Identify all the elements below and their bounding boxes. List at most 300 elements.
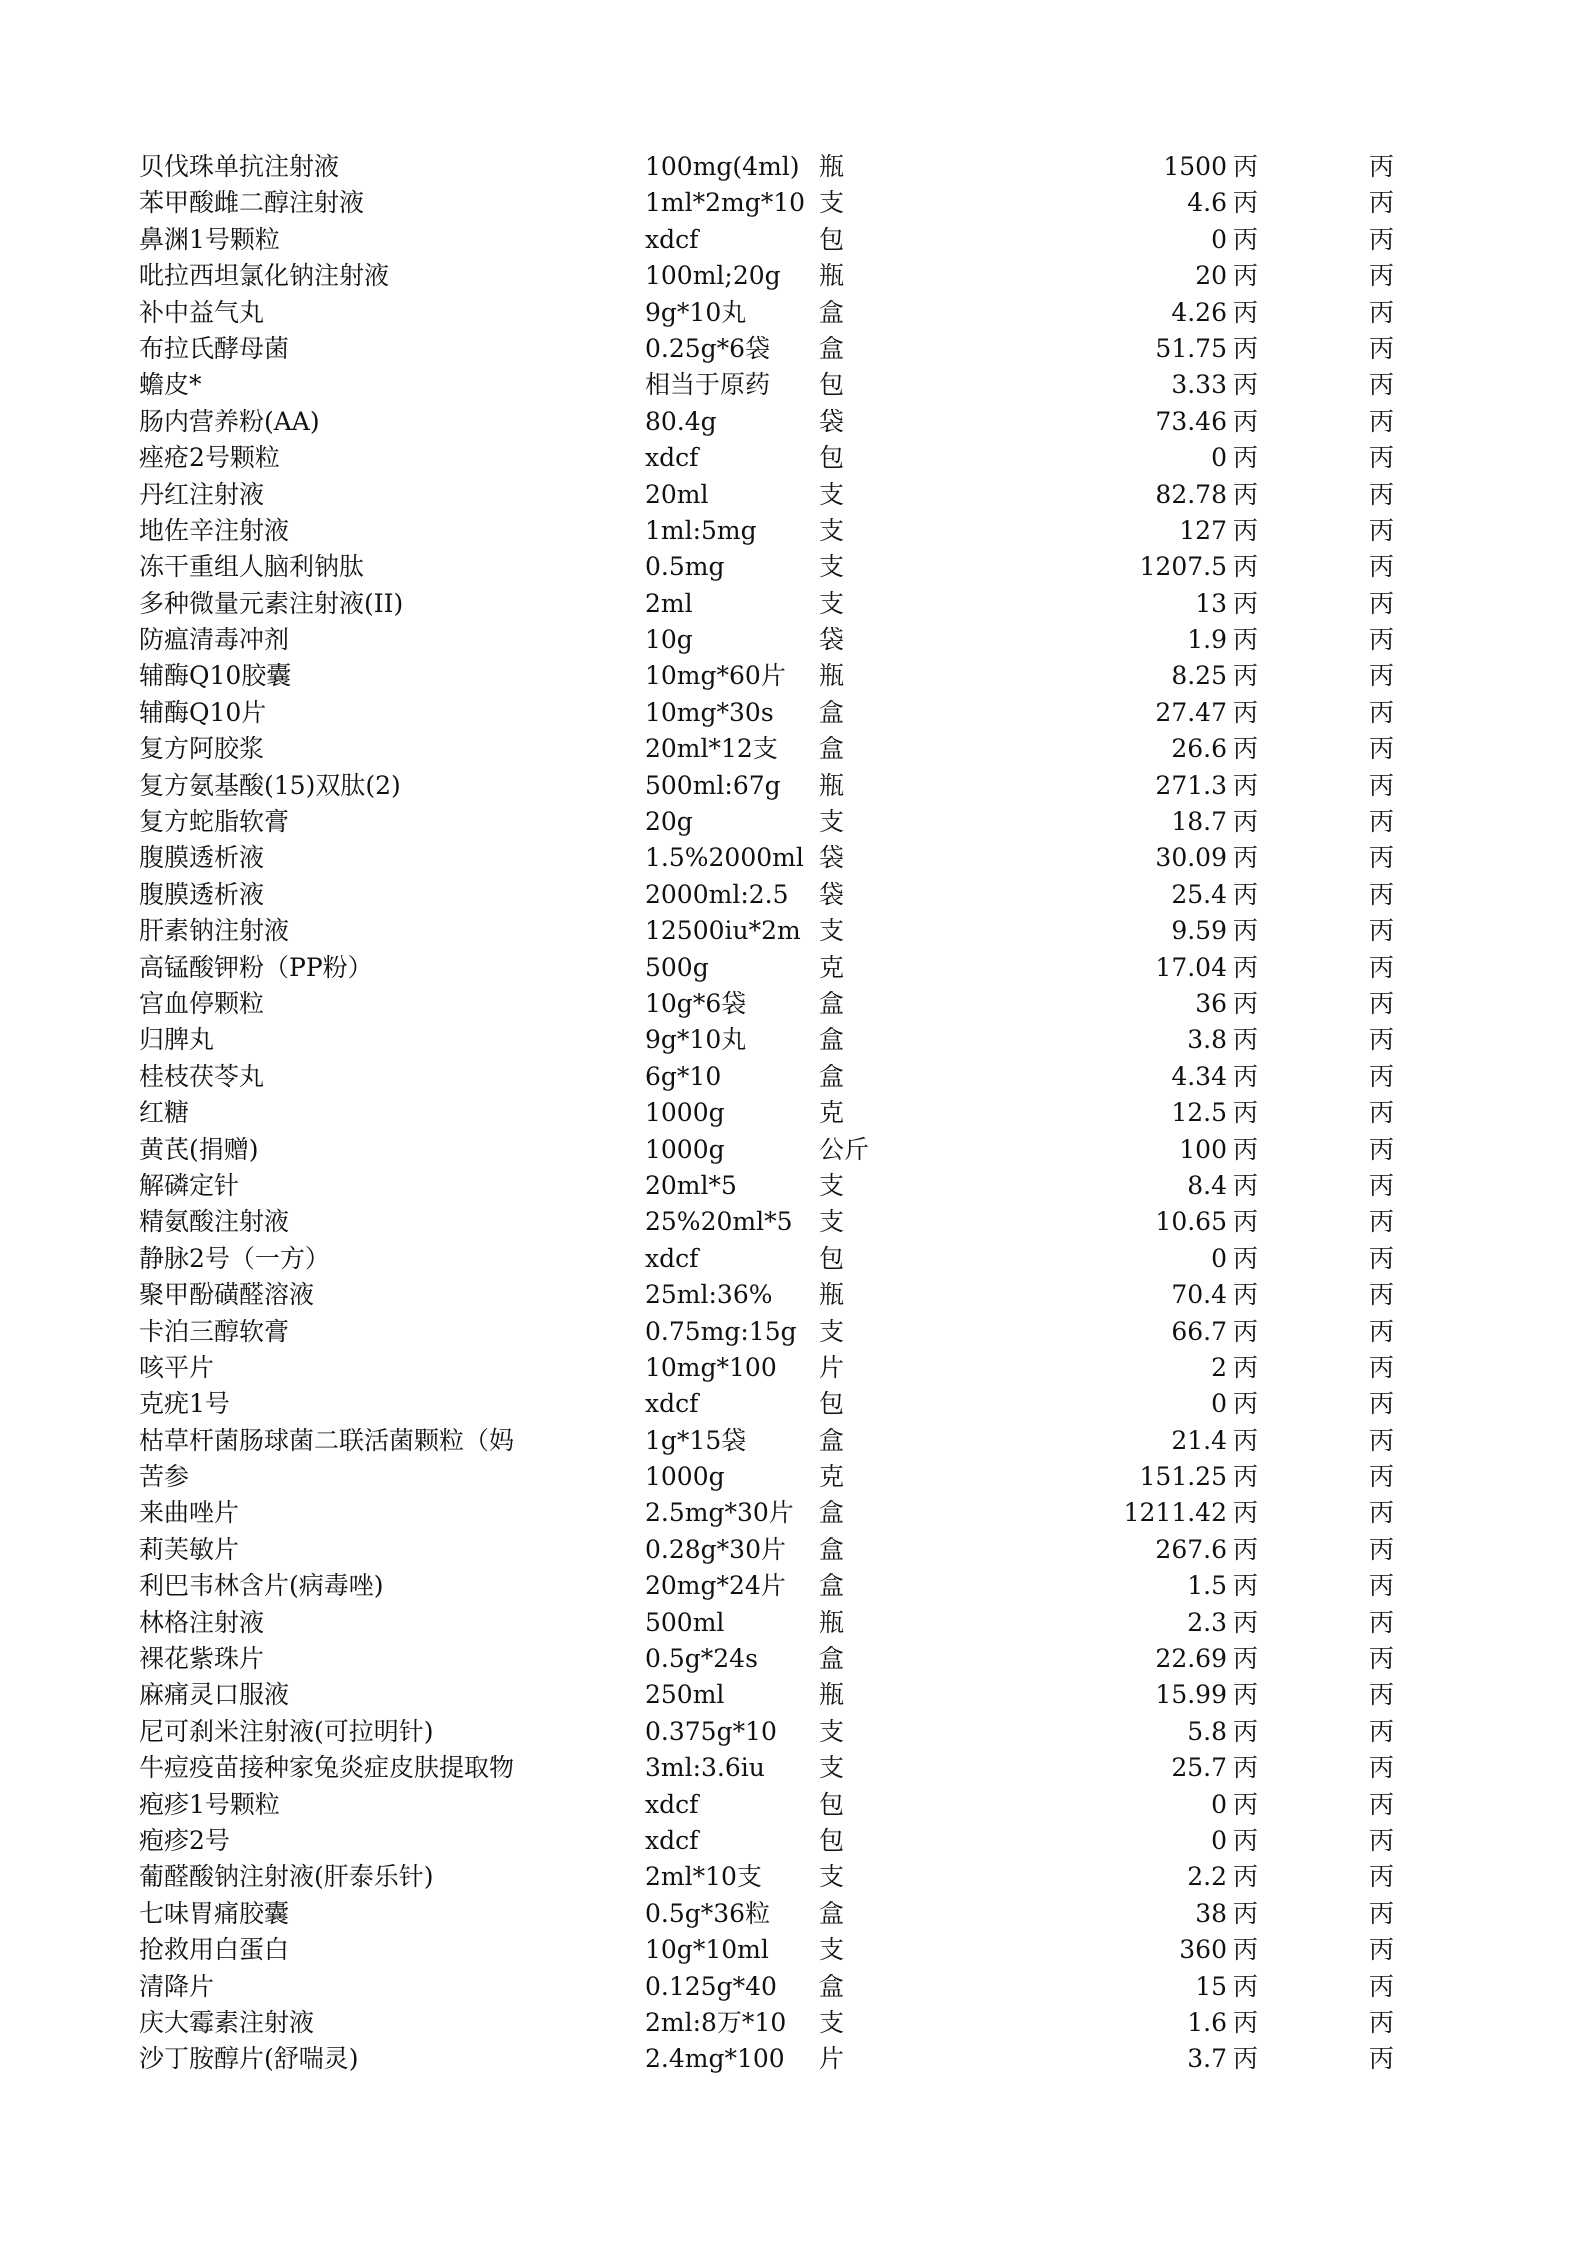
specification-cell: 25%20ml*5 <box>645 1207 793 1237</box>
drug-name-cell: 疱疹2号 <box>139 1825 230 1855</box>
category-cell: 丙 <box>1369 443 1395 473</box>
category-cell: 丙 <box>1369 1607 1395 1637</box>
table-row <box>139 1459 1395 1495</box>
price-cell: 1211.42 <box>1123 1498 1227 1528</box>
unit-cell: 片 <box>819 1352 845 1382</box>
grade-cell: 丙 <box>1233 370 1259 400</box>
grade-cell: 丙 <box>1233 770 1259 800</box>
grade-cell: 丙 <box>1233 1207 1259 1237</box>
unit-cell: 盒 <box>819 1425 845 1455</box>
specification-cell: 0.28g*30片 <box>645 1534 786 1564</box>
grade-cell: 丙 <box>1233 588 1259 618</box>
category-cell: 丙 <box>1369 916 1395 946</box>
table-row <box>139 768 1395 804</box>
table-row <box>139 1787 1395 1823</box>
price-cell: 5.8 <box>1187 1716 1227 1746</box>
specification-cell: 500ml <box>645 1607 725 1637</box>
drug-name-cell: 冻干重组人脑利钠肽 <box>139 552 365 582</box>
price-cell: 82.78 <box>1155 479 1227 509</box>
grade-cell: 丙 <box>1233 1607 1259 1637</box>
specification-cell: 500g <box>645 952 709 982</box>
table-row <box>139 1059 1395 1095</box>
table-row <box>139 1168 1395 1204</box>
price-cell: 1500 <box>1163 152 1227 181</box>
unit-cell: 支 <box>819 1862 845 1892</box>
table-row <box>139 1277 1395 1313</box>
unit-cell: 支 <box>819 552 845 582</box>
table-row <box>139 1605 1395 1641</box>
specification-cell: xdcf <box>645 443 699 473</box>
price-cell: 0 <box>1211 1389 1227 1419</box>
specification-cell: 相当于原药 <box>645 370 771 400</box>
category-cell: 丙 <box>1369 1534 1395 1564</box>
drug-name-cell: 沙丁胺醇片(舒喘灵) <box>139 2044 359 2074</box>
category-cell: 丙 <box>1369 1098 1395 1128</box>
table-row <box>139 1386 1395 1422</box>
specification-cell: 10mg*30s <box>645 697 774 727</box>
price-cell: 1207.5 <box>1139 552 1227 582</box>
table-row <box>139 1969 1395 2005</box>
grade-cell: 丙 <box>1233 1644 1259 1674</box>
price-cell: 1.5 <box>1187 1571 1227 1601</box>
table-row <box>139 1314 1395 1350</box>
specification-cell: 1.5%2000ml <box>645 843 804 873</box>
specification-cell: 1g*15袋 <box>645 1425 747 1455</box>
category-cell: 丙 <box>1369 807 1395 837</box>
price-cell: 36 <box>1195 988 1227 1018</box>
table-row <box>139 1204 1395 1240</box>
grade-cell: 丙 <box>1233 988 1259 1018</box>
drug-name-cell: 复方氨基酸(15)双肽(2) <box>139 770 401 800</box>
specification-cell: xdcf <box>645 1243 699 1273</box>
specification-cell: 1000g <box>645 1462 725 1492</box>
unit-cell: 盒 <box>819 988 845 1018</box>
price-cell: 271.3 <box>1155 770 1227 800</box>
unit-cell: 包 <box>819 443 845 473</box>
unit-cell: 盒 <box>819 1898 845 1928</box>
price-cell: 13 <box>1195 588 1227 618</box>
grade-cell: 丙 <box>1233 2007 1259 2037</box>
unit-cell: 盒 <box>819 333 845 363</box>
grade-cell: 丙 <box>1233 188 1259 218</box>
unit-cell: 盒 <box>819 697 845 727</box>
grade-cell: 丙 <box>1233 879 1259 909</box>
category-cell: 丙 <box>1369 2044 1395 2074</box>
table-row <box>139 1750 1395 1786</box>
unit-cell: 包 <box>819 1243 845 1273</box>
price-cell: 1.6 <box>1187 2007 1227 2037</box>
price-cell: 51.75 <box>1155 333 1227 363</box>
price-cell: 12.5 <box>1171 1098 1227 1128</box>
drug-name-cell: 肠内营养粉(AA) <box>139 406 320 436</box>
grade-cell: 丙 <box>1233 1898 1259 1928</box>
unit-cell: 盒 <box>819 297 845 327</box>
category-cell: 丙 <box>1369 1462 1395 1492</box>
grade-cell: 丙 <box>1233 1825 1259 1855</box>
category-cell: 丙 <box>1369 1243 1395 1273</box>
specification-cell: 20g <box>645 807 693 837</box>
drug-name-cell: 防瘟清毒冲剂 <box>139 625 290 655</box>
specification-cell: xdcf <box>645 224 699 254</box>
unit-cell: 盒 <box>819 1061 845 1091</box>
unit-cell: 瓶 <box>819 661 845 691</box>
category-cell: 丙 <box>1369 1716 1395 1746</box>
table-row <box>139 695 1395 731</box>
category-cell: 丙 <box>1369 261 1395 291</box>
table-row <box>139 1568 1395 1604</box>
category-cell: 丙 <box>1369 988 1395 1018</box>
grade-cell: 丙 <box>1233 1498 1259 1528</box>
price-cell: 27.47 <box>1155 697 1227 727</box>
grade-cell: 丙 <box>1233 1243 1259 1273</box>
specification-cell: 20ml*12支 <box>645 734 778 764</box>
grade-cell: 丙 <box>1233 697 1259 727</box>
category-cell: 丙 <box>1369 1644 1395 1674</box>
price-cell: 10.65 <box>1155 1207 1227 1237</box>
table-row <box>139 1896 1395 1932</box>
specification-cell: 9g*10丸 <box>645 1025 747 1055</box>
price-cell: 360 <box>1179 1935 1227 1965</box>
grade-cell: 丙 <box>1233 1425 1259 1455</box>
drug-name-cell: 清降片 <box>139 1971 215 2001</box>
specification-cell: 25ml:36% <box>645 1280 773 1310</box>
unit-cell: 袋 <box>819 879 845 909</box>
price-cell: 17.04 <box>1155 952 1227 982</box>
unit-cell: 包 <box>819 1389 845 1419</box>
specification-cell: xdcf <box>645 1825 699 1855</box>
table-row <box>139 1641 1395 1677</box>
price-cell: 267.6 <box>1155 1534 1227 1564</box>
grade-cell: 丙 <box>1233 916 1259 946</box>
drug-name-cell: 解磷定针 <box>139 1170 240 1200</box>
table-row <box>139 513 1395 549</box>
price-cell: 38 <box>1195 1898 1227 1928</box>
table-row <box>139 950 1395 986</box>
price-cell: 151.25 <box>1139 1462 1227 1492</box>
grade-cell: 丙 <box>1233 406 1259 436</box>
category-cell: 丙 <box>1369 1061 1395 1091</box>
unit-cell: 盒 <box>819 1971 845 2001</box>
price-cell: 15 <box>1195 1971 1227 2001</box>
category-cell: 丙 <box>1369 297 1395 327</box>
grade-cell: 丙 <box>1233 479 1259 509</box>
unit-cell: 公斤 <box>819 1134 870 1164</box>
drug-name-cell: 腹膜透析液 <box>139 843 265 873</box>
unit-cell: 袋 <box>819 843 845 873</box>
unit-cell: 支 <box>819 1207 845 1237</box>
category-cell: 丙 <box>1369 625 1395 655</box>
table-row <box>139 1241 1395 1277</box>
table-row <box>139 1859 1395 1895</box>
price-cell: 0 <box>1211 224 1227 254</box>
price-cell: 25.4 <box>1171 879 1227 909</box>
drug-name-cell: 七味胃痛胶囊 <box>139 1898 290 1928</box>
specification-cell: 2.5mg*30片 <box>645 1498 794 1528</box>
grade-cell: 丙 <box>1233 1134 1259 1164</box>
drug-name-cell: 裸花紫珠片 <box>139 1644 265 1674</box>
drug-name-cell: 牛痘疫苗接种家兔炎症皮肤提取物 <box>139 1753 515 1783</box>
category-cell: 丙 <box>1369 661 1395 691</box>
grade-cell: 丙 <box>1233 297 1259 327</box>
grade-cell: 丙 <box>1233 734 1259 764</box>
category-cell: 丙 <box>1369 1280 1395 1310</box>
table-row <box>139 149 1395 185</box>
category-cell: 丙 <box>1369 333 1395 363</box>
drug-name-cell: 桂枝茯苓丸 <box>139 1061 265 1091</box>
unit-cell: 支 <box>819 1170 845 1200</box>
category-cell: 丙 <box>1369 188 1395 218</box>
unit-cell: 盒 <box>819 1498 845 1528</box>
drug-name-cell: 腹膜透析液 <box>139 879 265 909</box>
specification-cell: 0.5g*36粒 <box>645 1898 771 1928</box>
grade-cell: 丙 <box>1233 152 1259 181</box>
grade-cell: 丙 <box>1233 1352 1259 1382</box>
specification-cell: 2.4mg*100 <box>645 2044 785 2074</box>
category-cell: 丙 <box>1369 515 1395 545</box>
unit-cell: 支 <box>819 188 845 218</box>
unit-cell: 支 <box>819 1935 845 1965</box>
drug-name-cell: 复方阿胶浆 <box>139 734 265 764</box>
drug-name-cell: 丹红注射液 <box>139 479 265 509</box>
drug-name-cell: 复方蛇脂软膏 <box>139 807 290 837</box>
table-row <box>139 222 1395 258</box>
table-row <box>139 2041 1395 2077</box>
table-row <box>139 1095 1395 1131</box>
category-cell: 丙 <box>1369 406 1395 436</box>
grade-cell: 丙 <box>1233 843 1259 873</box>
drug-name-cell: 林格注射液 <box>139 1607 265 1637</box>
grade-cell: 丙 <box>1233 1389 1259 1419</box>
category-cell: 丙 <box>1369 952 1395 982</box>
unit-cell: 瓶 <box>819 152 845 181</box>
table-row <box>139 986 1395 1022</box>
table-row <box>139 1022 1395 1058</box>
specification-cell: 10g*10ml <box>645 1935 769 1965</box>
table-row <box>139 1132 1395 1168</box>
category-cell: 丙 <box>1369 734 1395 764</box>
table-row <box>139 549 1395 585</box>
price-cell: 8.25 <box>1171 661 1227 691</box>
grade-cell: 丙 <box>1233 443 1259 473</box>
drug-name-cell: 辅酶Q10胶囊 <box>139 661 292 691</box>
price-cell: 25.7 <box>1171 1753 1227 1783</box>
price-cell: 26.6 <box>1171 734 1227 764</box>
specification-cell: 0.125g*40 <box>645 1971 777 2001</box>
drug-name-cell: 鼻渊1号颗粒 <box>139 224 280 254</box>
drug-name-cell: 蟾皮* <box>139 370 202 400</box>
drug-price-table <box>139 149 1395 2078</box>
unit-cell: 瓶 <box>819 1607 845 1637</box>
drug-name-cell: 抢救用白蛋白 <box>139 1935 290 1965</box>
table-row <box>139 804 1395 840</box>
drug-name-cell: 聚甲酚磺醛溶液 <box>139 1280 315 1310</box>
price-cell: 30.09 <box>1155 843 1227 873</box>
category-cell: 丙 <box>1369 1207 1395 1237</box>
category-cell: 丙 <box>1369 152 1395 181</box>
specification-cell: 1000g <box>645 1134 725 1164</box>
price-cell: 100 <box>1179 1134 1227 1164</box>
specification-cell: 0.25g*6袋 <box>645 333 771 363</box>
category-cell: 丙 <box>1369 770 1395 800</box>
category-cell: 丙 <box>1369 697 1395 727</box>
grade-cell: 丙 <box>1233 261 1259 291</box>
unit-cell: 盒 <box>819 1644 845 1674</box>
category-cell: 丙 <box>1369 1352 1395 1382</box>
drug-name-cell: 葡醛酸钠注射液(肝泰乐针) <box>139 1862 434 1892</box>
price-cell: 22.69 <box>1155 1644 1227 1674</box>
specification-cell: xdcf <box>645 1789 699 1819</box>
price-cell: 8.4 <box>1187 1170 1227 1200</box>
drug-name-cell: 贝伐珠单抗注射液 <box>139 152 340 181</box>
specification-cell: 1ml:5mg <box>645 515 757 545</box>
unit-cell: 包 <box>819 224 845 254</box>
table-row <box>139 477 1395 513</box>
specification-cell: 2ml:8万*10 <box>645 2007 787 2037</box>
price-cell: 9.59 <box>1171 916 1227 946</box>
price-cell: 3.7 <box>1187 2044 1227 2074</box>
table-row <box>139 367 1395 403</box>
grade-cell: 丙 <box>1233 807 1259 837</box>
category-cell: 丙 <box>1369 1170 1395 1200</box>
unit-cell: 袋 <box>819 406 845 436</box>
table-row <box>139 2005 1395 2041</box>
drug-name-cell: 麻痛灵口服液 <box>139 1680 290 1710</box>
price-cell: 73.46 <box>1155 406 1227 436</box>
category-cell: 丙 <box>1369 1498 1395 1528</box>
category-cell: 丙 <box>1369 588 1395 618</box>
unit-cell: 盒 <box>819 1025 845 1055</box>
unit-cell: 支 <box>819 1316 845 1346</box>
specification-cell: 100mg(4ml) <box>645 152 800 181</box>
unit-cell: 支 <box>819 479 845 509</box>
drug-name-cell: 地佐辛注射液 <box>139 515 290 545</box>
price-cell: 15.99 <box>1155 1680 1227 1710</box>
grade-cell: 丙 <box>1233 1170 1259 1200</box>
price-cell: 4.6 <box>1187 188 1227 218</box>
unit-cell: 盒 <box>819 1571 845 1601</box>
unit-cell: 支 <box>819 588 845 618</box>
drug-name-cell: 苦参 <box>139 1462 190 1492</box>
category-cell: 丙 <box>1369 1134 1395 1164</box>
category-cell: 丙 <box>1369 1825 1395 1855</box>
unit-cell: 瓶 <box>819 770 845 800</box>
price-cell: 70.4 <box>1171 1280 1227 1310</box>
unit-cell: 支 <box>819 916 845 946</box>
table-row <box>139 840 1395 876</box>
unit-cell: 克 <box>819 952 845 982</box>
drug-name-cell: 肝素钠注射液 <box>139 916 290 946</box>
category-cell: 丙 <box>1369 552 1395 582</box>
specification-cell: 10g*6袋 <box>645 988 747 1018</box>
category-cell: 丙 <box>1369 1389 1395 1419</box>
grade-cell: 丙 <box>1233 1753 1259 1783</box>
table-row <box>139 1532 1395 1568</box>
unit-cell: 瓶 <box>819 1280 845 1310</box>
table-row <box>139 404 1395 440</box>
table-row <box>139 1823 1395 1859</box>
drug-name-cell: 利巴韦林含片(病毒唑) <box>139 1571 384 1601</box>
drug-name-cell: 多种微量元素注射液(II) <box>139 588 404 618</box>
grade-cell: 丙 <box>1233 1025 1259 1055</box>
unit-cell: 瓶 <box>819 1680 845 1710</box>
unit-cell: 克 <box>819 1462 845 1492</box>
category-cell: 丙 <box>1369 479 1395 509</box>
table-row <box>139 331 1395 367</box>
unit-cell: 支 <box>819 515 845 545</box>
unit-cell: 片 <box>819 2044 845 2074</box>
table-row <box>139 295 1395 331</box>
category-cell: 丙 <box>1369 1680 1395 1710</box>
specification-cell: 20ml <box>645 479 709 509</box>
grade-cell: 丙 <box>1233 1935 1259 1965</box>
specification-cell: 20ml*5 <box>645 1170 737 1200</box>
category-cell: 丙 <box>1369 1753 1395 1783</box>
price-cell: 20 <box>1195 261 1227 291</box>
price-cell: 0 <box>1211 1825 1227 1855</box>
specification-cell: 100ml;20g <box>645 261 781 291</box>
table-row <box>139 913 1395 949</box>
drug-name-cell: 莉芙敏片 <box>139 1534 240 1564</box>
specification-cell: 9g*10丸 <box>645 297 747 327</box>
category-cell: 丙 <box>1369 1025 1395 1055</box>
drug-name-cell: 红糖 <box>139 1098 190 1128</box>
table-row <box>139 877 1395 913</box>
category-cell: 丙 <box>1369 370 1395 400</box>
table-row <box>139 586 1395 622</box>
grade-cell: 丙 <box>1233 1316 1259 1346</box>
table-row <box>139 731 1395 767</box>
drug-name-cell: 卡泊三醇软膏 <box>139 1316 290 1346</box>
category-cell: 丙 <box>1369 1971 1395 2001</box>
table-row <box>139 1423 1395 1459</box>
category-cell: 丙 <box>1369 224 1395 254</box>
drug-name-cell: 枯草杆菌肠球菌二联活菌颗粒（妈 <box>139 1425 515 1455</box>
unit-cell: 盒 <box>819 1534 845 1564</box>
drug-name-cell: 尼可刹米注射液(可拉明针) <box>139 1716 434 1746</box>
category-cell: 丙 <box>1369 1316 1395 1346</box>
table-row <box>139 658 1395 694</box>
drug-name-cell: 宫血停颗粒 <box>139 988 265 1018</box>
specification-cell: 2000ml:2.5 <box>645 879 789 909</box>
specification-cell: 2ml <box>645 588 693 618</box>
specification-cell: 0.375g*10 <box>645 1716 777 1746</box>
grade-cell: 丙 <box>1233 552 1259 582</box>
unit-cell: 瓶 <box>819 261 845 291</box>
specification-cell: 2ml*10支 <box>645 1862 762 1892</box>
category-cell: 丙 <box>1369 843 1395 873</box>
category-cell: 丙 <box>1369 1898 1395 1928</box>
drug-name-cell: 克疣1号 <box>139 1389 230 1419</box>
unit-cell: 盒 <box>819 734 845 764</box>
price-cell: 3.33 <box>1171 370 1227 400</box>
grade-cell: 丙 <box>1233 1571 1259 1601</box>
drug-name-cell: 来曲唑片 <box>139 1498 240 1528</box>
table-row <box>139 1932 1395 1968</box>
grade-cell: 丙 <box>1233 333 1259 363</box>
specification-cell: 12500iu*2m <box>645 916 801 946</box>
category-cell: 丙 <box>1369 1935 1395 1965</box>
price-cell: 4.34 <box>1171 1061 1227 1091</box>
specification-cell: 0.5g*24s <box>645 1644 758 1674</box>
grade-cell: 丙 <box>1233 1680 1259 1710</box>
drug-name-cell: 疱疹1号颗粒 <box>139 1789 280 1819</box>
drug-name-cell: 精氨酸注射液 <box>139 1207 290 1237</box>
unit-cell: 支 <box>819 807 845 837</box>
table-row <box>139 1714 1395 1750</box>
specification-cell: 3ml:3.6iu <box>645 1753 765 1783</box>
specification-cell: 10mg*60片 <box>645 661 786 691</box>
unit-cell: 克 <box>819 1098 845 1128</box>
